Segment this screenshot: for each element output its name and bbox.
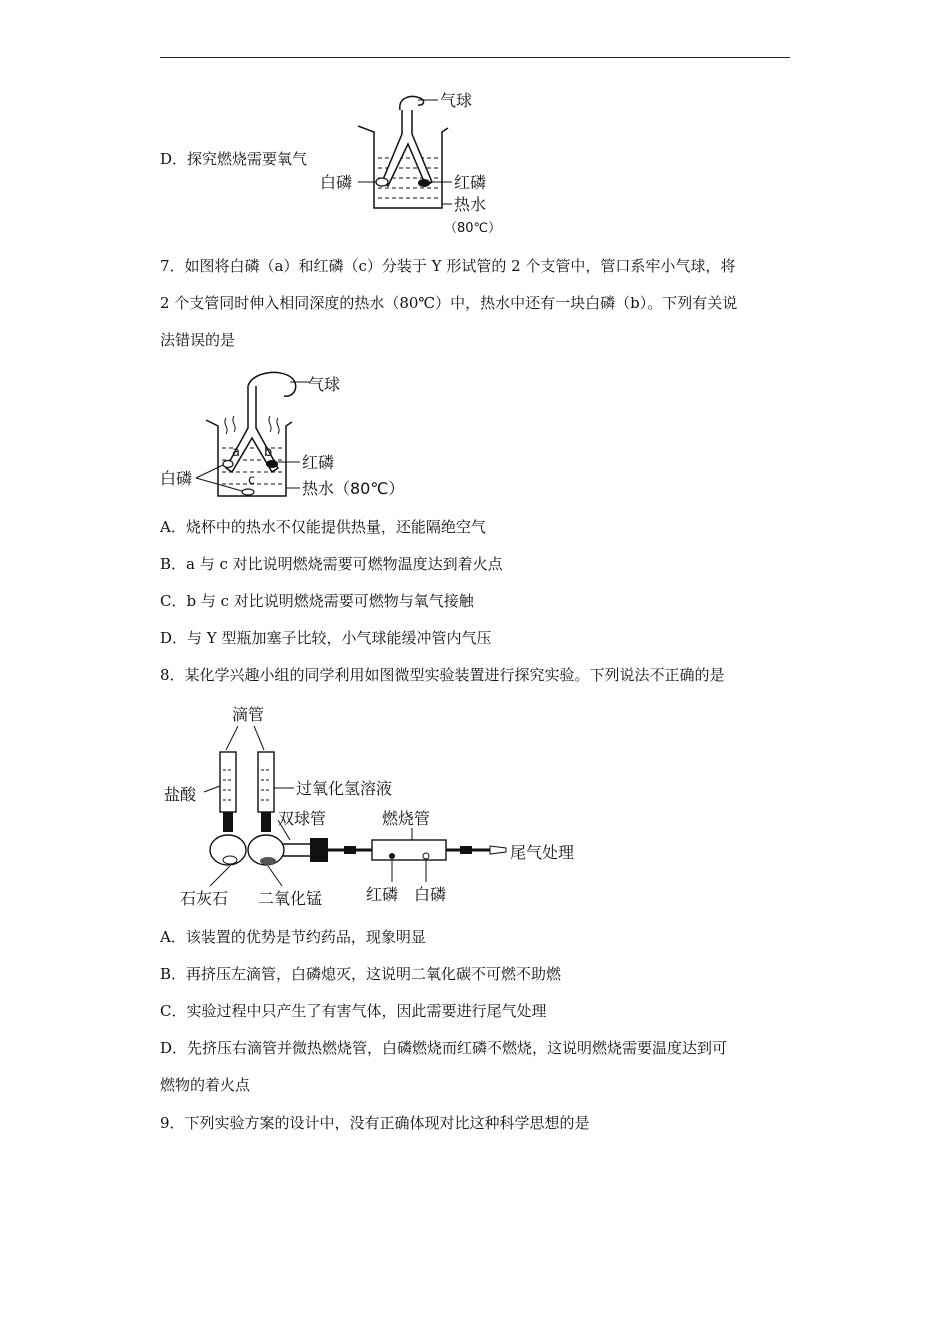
q7-option-d: D．与 Y 型瓶加塞子比较，小气球能缓冲管内气压 — [160, 629, 492, 647]
q8-option-a: A．该装置的优势是节约药品，现象明显 — [160, 928, 426, 946]
q8-combustion-tube-label: 燃烧管 — [382, 809, 431, 828]
q6-hot-water-label: 热水 — [454, 195, 487, 214]
q8-apparatus-figure — [160, 700, 590, 910]
q8-double-bulb-label: 双球管 — [278, 809, 327, 828]
q8-red-p-label: 红磷 — [366, 885, 399, 904]
q8-option-c: C．实验过程中只产生了有害气体，因此需要进行尾气处理 — [160, 1002, 547, 1020]
q8-mno2-label: 二氧化锰 — [258, 889, 323, 908]
q7-stem-line-3: 法错误的是 — [160, 331, 236, 349]
q7-label-a: a — [232, 445, 240, 460]
q8-dropper-label: 滴管 — [232, 705, 265, 724]
q7-label-c: c — [248, 473, 256, 488]
q6-balloon-label: 气球 — [440, 91, 473, 110]
q8-option-d-continued: 燃物的着火点 — [160, 1076, 251, 1094]
q8-white-p-label: 白磷 — [414, 885, 447, 904]
q7-option-b: B．a 与 c 对比说明燃烧需要可燃物温度达到着火点 — [160, 555, 503, 573]
q7-red-p-label: 红磷 — [302, 453, 335, 472]
header-rule — [160, 57, 790, 58]
q8-exhaust-label: 尾气处理 — [510, 843, 575, 862]
q8-stem: 8．某化学兴趣小组的同学利用如图微型实验装置进行探究实验。下列说法不正确的是 — [160, 666, 725, 684]
q7-stem-line-1: 7．如图将白磷（a）和红磷（c）分装于 Y 形试管的 2 个支管中，管口系牢小气球，将 — [160, 257, 736, 275]
q8-option-d: D．先挤压右滴管并微热燃烧管，白磷燃烧而红磷不燃烧，这说明燃烧需要温度达到可 — [160, 1039, 728, 1057]
q6-red-p-label: 红磷 — [454, 173, 487, 192]
q8-hcl-label: 盐酸 — [164, 785, 197, 804]
q7-beaker-figure — [160, 368, 410, 504]
q9-stem: 9．下列实验方案的设计中，没有正确体现对比这种科学思想的是 — [160, 1114, 590, 1132]
q8-option-b: B．再挤压左滴管，白磷熄灭，这说明二氧化碳不可燃不助燃 — [160, 965, 562, 983]
q7-white-p-label: 白磷 — [160, 469, 193, 488]
q6-white-p-label: 白磷 — [320, 173, 353, 192]
q8-limestone-label: 石灰石 — [180, 889, 229, 908]
q7-stem-line-2: 2 个支管同时伸入相同深度的热水（80℃）中，热水中还有一块白磷（b）。下列有关说 — [160, 294, 738, 312]
q7-option-a: A．烧杯中的热水不仅能提供热量，还能隔绝空气 — [160, 518, 486, 536]
q7-option-c: C．b 与 c 对比说明燃烧需要可燃物与氧气接触 — [160, 592, 474, 610]
q6-temp-label: （80℃） — [444, 221, 502, 236]
q7-balloon-label: 气球 — [308, 375, 341, 394]
q6-beaker-figure — [318, 88, 508, 238]
q8-h2o2-label: 过氧化氢溶液 — [296, 779, 393, 798]
q7-hot-water-label: 热水（80℃） — [302, 479, 405, 498]
q7-label-b: b — [264, 445, 273, 460]
q6-option-d: D．探究燃烧需要氧气 — [160, 150, 308, 168]
